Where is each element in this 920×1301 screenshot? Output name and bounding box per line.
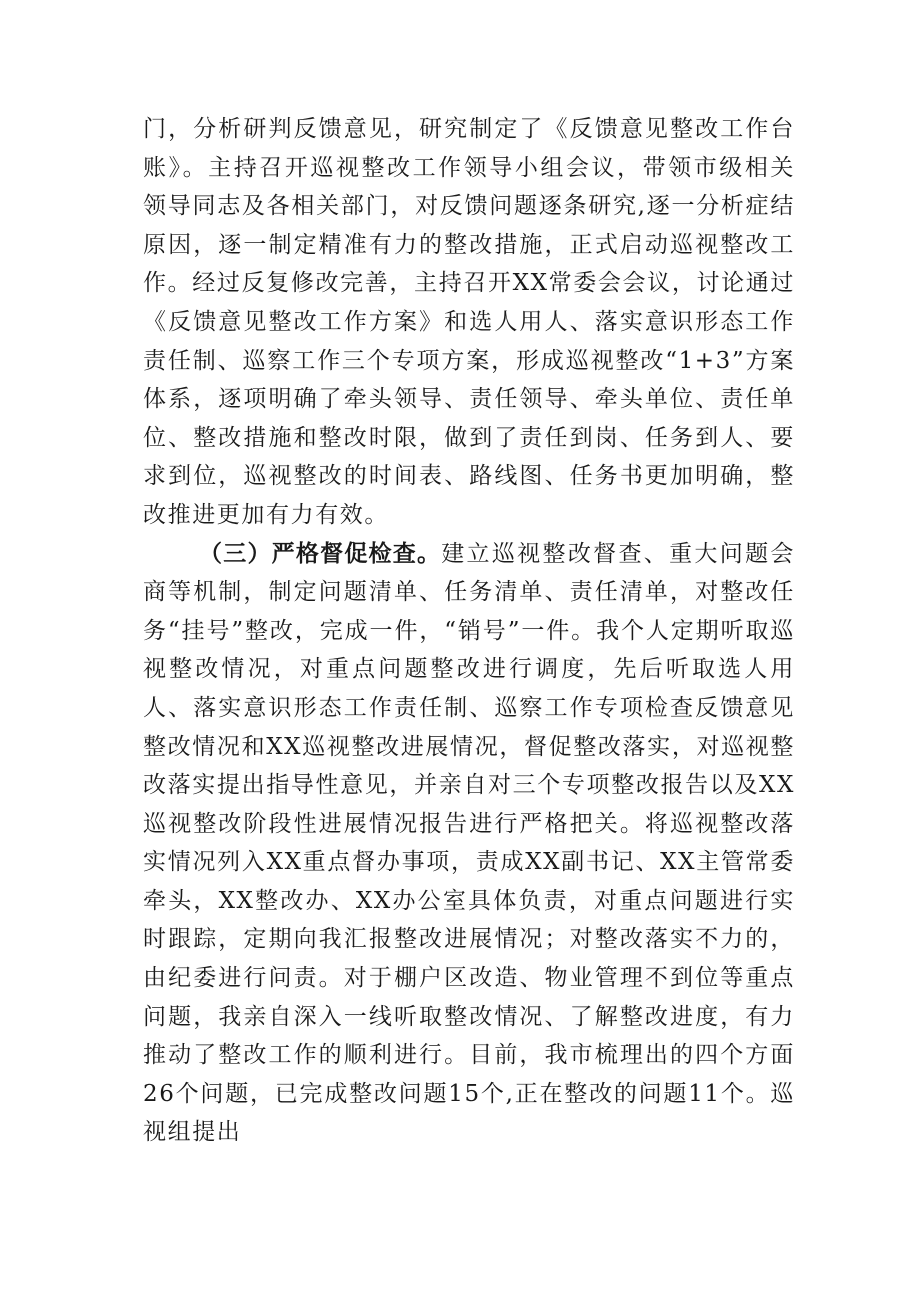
document-body [143, 110, 795, 1152]
section-heading: （三）严格督促检查。 [199, 540, 442, 567]
section-body: 建立巡视整改督查、重大问题会商等机制，制定问题清单、任务清单、责任清单，对整改任务“挂号”整改，完成一件，“销号”一件。我个人定期听取巡视整改情况，对重点问题整改进行调度，先后听取选人用人、落实意识形态工作责任制、巡察工作专项检查反馈意见整改情况和XX巡视整改进展情况，督促整改落实，对巡视整改落实提出指导性意见，并亲自对三个专项整改报告以及XX巡视整改阶段性进展情况报告进行严格把关。将巡视整改落实情况列入XX重点督办事项，责成XX副书记、XX主管常委牵头，XX整改办、XX办公室具体负责，对重点问题进行实时跟踪，定期向我汇报整改进展情况；对整改落实不力的，由纪委进行问责。对于棚户区改造、物业管理不到位等重点问题，我亲自深入一线听取整改情况、了解整改进度，有力推动了整改工作的顺利进行。目前，我市梳理出的四个方面26个问题，已完成整改问题15个,正在整改的问题11个。巡视组提出 [143, 540, 795, 1146]
paragraph-section-3 [143, 535, 795, 1153]
paragraph-continuation: 门，分析研判反馈意见，研究制定了《反馈意见整改工作台账》。主持召开巡视整改工作领导小组会议，带领市级相关领导同志及各相关部门，对反馈问题逐条研究,逐一分析症结原因，逐一制定精准有力的整改措施，正式启动巡视整改工作。经过反复修改完善，主持召开XX常委会会议，讨论通过《反馈意见整改工作方案》和选人用人、落实意识形态工作责任制、巡察工作三个专项方案，形成巡视整改“1+3”方案体系，逐项明确了牵头领导、责任领导、牵头单位、责任单位、整改措施和整改时限，做到了责任到岗、任务到人、要求到位，巡视整改的时间表、路线图、任务书更加明确，整改推进更加有力有效。 [143, 116, 795, 528]
